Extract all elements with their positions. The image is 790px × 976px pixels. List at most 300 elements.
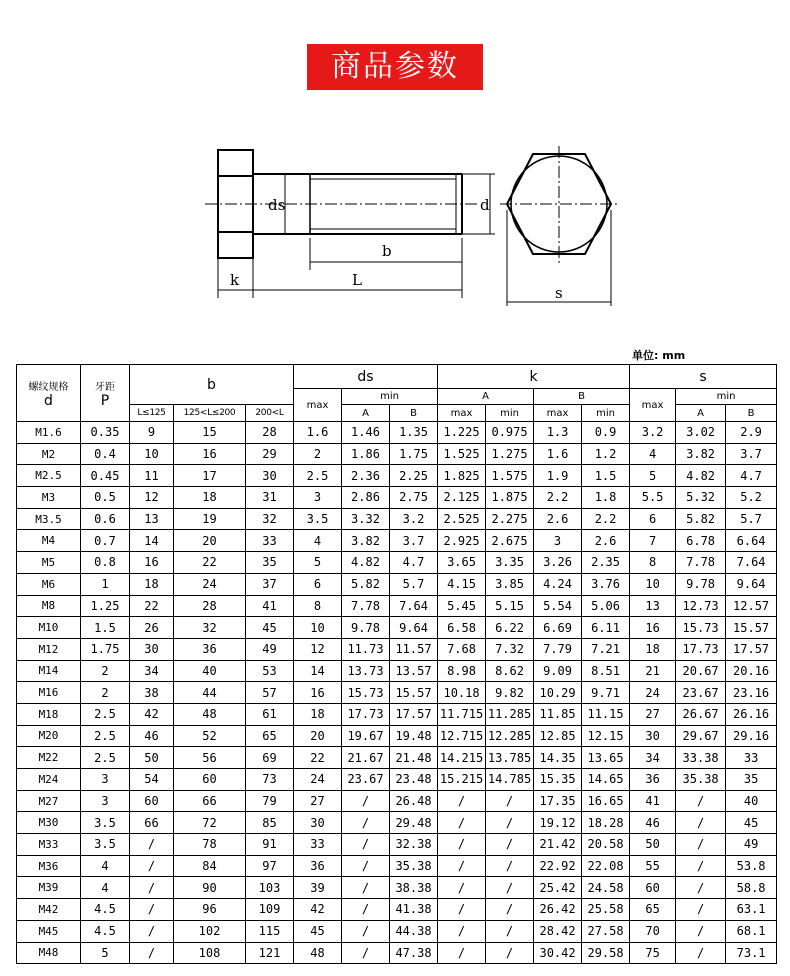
table-cell: /	[676, 920, 726, 942]
table-cell: 5.2	[726, 487, 777, 509]
table-cell: 3	[294, 487, 342, 509]
table-cell: 9.71	[582, 682, 630, 704]
thread-size-cell: M36	[17, 855, 81, 877]
table-cell: 1.35	[390, 422, 438, 444]
table-cell: 22	[130, 595, 174, 617]
header-k-A: A	[438, 389, 534, 405]
table-cell: 48	[174, 703, 246, 725]
table-cell: /	[676, 942, 726, 964]
table-cell: 11.73	[342, 638, 390, 660]
table-row	[17, 552, 777, 574]
table-cell: 2.5	[81, 703, 130, 725]
thread-size-cell: M20	[17, 725, 81, 747]
thread-size-cell: M2	[17, 443, 81, 465]
table-cell: 11.715	[438, 703, 486, 725]
table-cell: 4	[630, 443, 676, 465]
table-cell: /	[438, 899, 486, 921]
table-cell: 70	[630, 920, 676, 942]
table-cell: 38	[130, 682, 174, 704]
table-row	[17, 747, 777, 769]
table-cell: 9.64	[390, 617, 438, 639]
table-cell: 2.5	[294, 465, 342, 487]
table-cell: 15.57	[390, 682, 438, 704]
table-cell: 24	[294, 769, 342, 791]
table-cell: 16	[174, 443, 246, 465]
table-cell: 18.28	[582, 812, 630, 834]
table-cell: 33	[246, 530, 294, 552]
table-cell: 24.58	[582, 877, 630, 899]
table-cell: 21	[630, 660, 676, 682]
table-cell: 14.35	[534, 747, 582, 769]
table-cell: 8	[294, 595, 342, 617]
table-cell: 36	[630, 769, 676, 791]
table-cell: 8	[630, 552, 676, 574]
table-row	[17, 660, 777, 682]
page-title: 商品参数	[307, 44, 483, 90]
table-cell: 30.42	[534, 942, 582, 964]
table-cell: 52	[174, 725, 246, 747]
thread-size-cell: M1.6	[17, 422, 81, 444]
table-row	[17, 920, 777, 942]
table-cell: 60	[130, 790, 174, 812]
table-cell: 12.73	[676, 595, 726, 617]
table-cell: 2.6	[582, 530, 630, 552]
thread-size-cell: M22	[17, 747, 81, 769]
table-cell: 45	[726, 812, 777, 834]
table-cell: 0.4	[81, 443, 130, 465]
table-row	[17, 855, 777, 877]
table-cell: 47.38	[390, 942, 438, 964]
table-cell: 9.09	[534, 660, 582, 682]
table-cell: /	[486, 834, 534, 856]
table-cell: 7.32	[486, 638, 534, 660]
table-cell: 33	[726, 747, 777, 769]
table-cell: 13.73	[342, 660, 390, 682]
table-row	[17, 595, 777, 617]
thread-size-cell: M2.5	[17, 465, 81, 487]
table-cell: 2.675	[486, 530, 534, 552]
table-cell: 1.86	[342, 443, 390, 465]
table-cell: 7.64	[726, 552, 777, 574]
thread-size-cell: M33	[17, 834, 81, 856]
table-cell: 33.38	[676, 747, 726, 769]
table-row	[17, 530, 777, 552]
table-cell: 63.1	[726, 899, 777, 921]
table-cell: 75	[630, 942, 676, 964]
table-cell: 5.82	[676, 508, 726, 530]
table-cell: /	[438, 877, 486, 899]
thread-size-cell: M27	[17, 790, 81, 812]
label-ds: ds	[268, 196, 286, 214]
table-cell: 2.5	[81, 747, 130, 769]
table-cell: 78	[174, 834, 246, 856]
table-cell: 32	[174, 617, 246, 639]
table-cell: /	[342, 877, 390, 899]
table-cell: 13	[630, 595, 676, 617]
table-cell: 3.35	[486, 552, 534, 574]
table-row	[17, 487, 777, 509]
table-cell: 9.78	[342, 617, 390, 639]
table-cell: 2.25	[390, 465, 438, 487]
table-cell: 28	[174, 595, 246, 617]
table-cell: 2.9	[726, 422, 777, 444]
table-cell: 45	[246, 617, 294, 639]
table-cell: 84	[174, 855, 246, 877]
table-cell: 2.5	[81, 725, 130, 747]
table-cell: 1.9	[534, 465, 582, 487]
table-cell: 0.35	[81, 422, 130, 444]
table-row	[17, 769, 777, 791]
table-cell: 5.7	[726, 508, 777, 530]
table-cell: 0.5	[81, 487, 130, 509]
table-cell: 4.7	[390, 552, 438, 574]
table-cell: 3.5	[81, 834, 130, 856]
table-cell: 16	[294, 682, 342, 704]
table-cell: 1.75	[390, 443, 438, 465]
header-b-sub-1: L≤125	[130, 405, 174, 422]
table-cell: /	[438, 834, 486, 856]
table-cell: 22.92	[534, 855, 582, 877]
table-cell: 46	[130, 725, 174, 747]
table-cell: 13.785	[486, 747, 534, 769]
table-cell: 4.5	[81, 920, 130, 942]
table-row	[17, 942, 777, 964]
table-cell: 68.1	[726, 920, 777, 942]
table-cell: 3.82	[342, 530, 390, 552]
header-k-B: B	[534, 389, 630, 405]
table-cell: 12.15	[582, 725, 630, 747]
thread-size-cell: M24	[17, 769, 81, 791]
table-cell: 39	[294, 877, 342, 899]
table-cell: 109	[246, 899, 294, 921]
table-cell: 1.575	[486, 465, 534, 487]
table-cell: 3	[534, 530, 582, 552]
table-cell: 30	[130, 638, 174, 660]
table-cell: 1.5	[81, 617, 130, 639]
table-cell: 6.11	[582, 617, 630, 639]
table-cell: 17.73	[676, 638, 726, 660]
table-cell: 20	[294, 725, 342, 747]
table-cell: 7.78	[342, 595, 390, 617]
table-cell: /	[130, 834, 174, 856]
table-cell: 12.85	[534, 725, 582, 747]
table-cell: 7.68	[438, 638, 486, 660]
table-cell: 34	[630, 747, 676, 769]
table-cell: 40	[726, 790, 777, 812]
table-cell: 11.15	[582, 703, 630, 725]
table-cell: /	[486, 899, 534, 921]
table-cell: 2	[81, 660, 130, 682]
table-cell: 29.58	[582, 942, 630, 964]
table-cell: 5.54	[534, 595, 582, 617]
table-cell: 35.38	[390, 855, 438, 877]
table-cell: /	[438, 812, 486, 834]
table-cell: 49	[726, 834, 777, 856]
table-cell: 4.82	[676, 465, 726, 487]
table-cell: 1.25	[81, 595, 130, 617]
table-cell: 17.57	[390, 703, 438, 725]
table-cell: 49	[246, 638, 294, 660]
bolt-diagram	[0, 130, 790, 310]
table-cell: 1.8	[582, 487, 630, 509]
table-cell: 35	[246, 552, 294, 574]
table-cell: 11	[130, 465, 174, 487]
table-cell: 15.73	[342, 682, 390, 704]
table-cell: 11.285	[486, 703, 534, 725]
table-cell: 44	[174, 682, 246, 704]
table-cell: 6.58	[438, 617, 486, 639]
table-cell: 10.29	[534, 682, 582, 704]
table-cell: 0.6	[81, 508, 130, 530]
table-cell: 96	[174, 899, 246, 921]
table-cell: 10	[630, 573, 676, 595]
table-cell: 55	[630, 855, 676, 877]
table-cell: 26.67	[676, 703, 726, 725]
table-cell: 2.6	[534, 508, 582, 530]
table-cell: 66	[174, 790, 246, 812]
table-cell: 60	[630, 877, 676, 899]
header-s-min: min	[676, 389, 777, 405]
table-cell: 5.45	[438, 595, 486, 617]
spec-table	[16, 364, 777, 964]
table-cell: 30	[246, 465, 294, 487]
table-cell: 9.82	[486, 682, 534, 704]
thread-size-cell: M16	[17, 682, 81, 704]
thread-size-cell: M12	[17, 638, 81, 660]
table-cell: 56	[174, 747, 246, 769]
table-cell: 29.16	[726, 725, 777, 747]
table-cell: 10	[294, 617, 342, 639]
table-cell: 20.67	[676, 660, 726, 682]
table-cell: 3.82	[676, 443, 726, 465]
table-cell: 8.51	[582, 660, 630, 682]
table-cell: 0.45	[81, 465, 130, 487]
table-row	[17, 812, 777, 834]
table-row	[17, 703, 777, 725]
thread-size-cell: M5	[17, 552, 81, 574]
table-cell: 20	[174, 530, 246, 552]
table-cell: /	[438, 942, 486, 964]
header-s-min-A: A	[676, 405, 726, 422]
table-cell: 12	[130, 487, 174, 509]
table-cell: 2.525	[438, 508, 486, 530]
table-cell: 7	[630, 530, 676, 552]
table-cell: 16.65	[582, 790, 630, 812]
table-cell: 3.5	[81, 812, 130, 834]
header-s-max: max	[630, 389, 676, 422]
table-row	[17, 443, 777, 465]
table-cell: 15.35	[534, 769, 582, 791]
table-cell: 8.62	[486, 660, 534, 682]
table-cell: 0.975	[486, 422, 534, 444]
thread-size-cell: M42	[17, 899, 81, 921]
table-cell: 12.285	[486, 725, 534, 747]
table-cell: 103	[246, 877, 294, 899]
table-cell: 5.5	[630, 487, 676, 509]
header-k-B-min: min	[582, 405, 630, 422]
table-cell: /	[486, 855, 534, 877]
table-cell: 4	[294, 530, 342, 552]
table-cell: 10.18	[438, 682, 486, 704]
table-cell: 23.67	[676, 682, 726, 704]
table-cell: 42	[130, 703, 174, 725]
table-row	[17, 899, 777, 921]
table-cell: 1.825	[438, 465, 486, 487]
table-cell: 32	[246, 508, 294, 530]
table-cell: 14.785	[486, 769, 534, 791]
thread-size-cell: M8	[17, 595, 81, 617]
table-cell: 57	[246, 682, 294, 704]
header-ds-min-B: B	[390, 405, 438, 422]
table-cell: 1.5	[582, 465, 630, 487]
table-cell: 27	[294, 790, 342, 812]
table-cell: 18	[630, 638, 676, 660]
table-cell: 5.06	[582, 595, 630, 617]
header-b-sub-2: 125<L≤200	[174, 405, 246, 422]
table-cell: 4.82	[342, 552, 390, 574]
table-cell: /	[130, 920, 174, 942]
label-d: d	[480, 196, 490, 214]
table-row	[17, 422, 777, 444]
table-cell: /	[342, 812, 390, 834]
table-cell: 4.5	[81, 899, 130, 921]
table-cell: 40	[174, 660, 246, 682]
table-cell: /	[438, 790, 486, 812]
table-cell: /	[676, 899, 726, 921]
table-cell: 5	[81, 942, 130, 964]
table-cell: /	[130, 899, 174, 921]
table-cell: 5.7	[390, 573, 438, 595]
table-cell: 25.42	[534, 877, 582, 899]
table-cell: /	[342, 942, 390, 964]
table-cell: 33	[294, 834, 342, 856]
table-row	[17, 465, 777, 487]
table-cell: 26.48	[390, 790, 438, 812]
table-cell: 1.3	[534, 422, 582, 444]
table-cell: 23.48	[390, 769, 438, 791]
header-ds-min: min	[342, 389, 438, 405]
table-cell: /	[676, 834, 726, 856]
table-cell: 1.6	[534, 443, 582, 465]
table-cell: 69	[246, 747, 294, 769]
table-cell: 90	[174, 877, 246, 899]
table-cell: 1.75	[81, 638, 130, 660]
table-row	[17, 790, 777, 812]
table-cell: 65	[246, 725, 294, 747]
table-cell: 26.42	[534, 899, 582, 921]
table-cell: 115	[246, 920, 294, 942]
table-cell: 24	[630, 682, 676, 704]
table-cell: 19.48	[390, 725, 438, 747]
unit-label: 单位: mm	[632, 349, 686, 362]
table-cell: 48	[294, 942, 342, 964]
table-cell: 6.78	[676, 530, 726, 552]
table-cell: /	[486, 920, 534, 942]
table-cell: /	[676, 812, 726, 834]
table-cell: 12.57	[726, 595, 777, 617]
table-row	[17, 682, 777, 704]
table-cell: 29.48	[390, 812, 438, 834]
table-cell: 17.57	[726, 638, 777, 660]
thread-size-cell: M14	[17, 660, 81, 682]
table-cell: 54	[130, 769, 174, 791]
thread-size-cell: M30	[17, 812, 81, 834]
table-cell: 28.42	[534, 920, 582, 942]
table-cell: 38.38	[390, 877, 438, 899]
label-k: k	[230, 271, 240, 289]
table-row	[17, 617, 777, 639]
table-cell: 20.58	[582, 834, 630, 856]
table-cell: 19.12	[534, 812, 582, 834]
table-cell: /	[486, 877, 534, 899]
table-cell: /	[438, 920, 486, 942]
table-cell: 23.16	[726, 682, 777, 704]
table-cell: 3.65	[438, 552, 486, 574]
table-cell: 5.32	[676, 487, 726, 509]
table-cell: 0.9	[582, 422, 630, 444]
table-cell: /	[676, 877, 726, 899]
table-cell: 8.98	[438, 660, 486, 682]
header-b: b	[130, 365, 294, 405]
table-cell: 30	[630, 725, 676, 747]
table-cell: 50	[630, 834, 676, 856]
header-k-A-max: max	[438, 405, 486, 422]
header-ds-max: max	[294, 389, 342, 422]
table-row	[17, 834, 777, 856]
table-cell: 61	[246, 703, 294, 725]
thread-size-cell: M48	[17, 942, 81, 964]
table-cell: 27.58	[582, 920, 630, 942]
table-cell: 16	[130, 552, 174, 574]
table-cell: 17.73	[342, 703, 390, 725]
table-cell: 1.525	[438, 443, 486, 465]
table-cell: 7.21	[582, 638, 630, 660]
table-cell: 3.26	[534, 552, 582, 574]
table-row	[17, 638, 777, 660]
table-cell: 3.02	[676, 422, 726, 444]
table-cell: 44.38	[390, 920, 438, 942]
label-s: s	[555, 284, 563, 302]
table-cell: 7.79	[534, 638, 582, 660]
table-cell: 2	[81, 682, 130, 704]
table-cell: 15.73	[676, 617, 726, 639]
table-cell: 5.15	[486, 595, 534, 617]
thread-size-cell: M10	[17, 617, 81, 639]
table-cell: 4.24	[534, 573, 582, 595]
table-cell: 6.64	[726, 530, 777, 552]
table-cell: 12.715	[438, 725, 486, 747]
table-cell: 21.67	[342, 747, 390, 769]
table-cell: 18	[294, 703, 342, 725]
table-cell: /	[130, 942, 174, 964]
table-cell: 21.48	[390, 747, 438, 769]
table-cell: 97	[246, 855, 294, 877]
table-cell: 5	[630, 465, 676, 487]
table-cell: 121	[246, 942, 294, 964]
table-row	[17, 573, 777, 595]
table-cell: 85	[246, 812, 294, 834]
table-cell: 41.38	[390, 899, 438, 921]
table-cell: 108	[174, 942, 246, 964]
table-cell: /	[486, 790, 534, 812]
table-cell: 27	[630, 703, 676, 725]
table-cell: 58.8	[726, 877, 777, 899]
table-cell: 6.69	[534, 617, 582, 639]
table-cell: 32.38	[390, 834, 438, 856]
table-cell: /	[342, 920, 390, 942]
table-cell: 31	[246, 487, 294, 509]
table-cell: 1.875	[486, 487, 534, 509]
